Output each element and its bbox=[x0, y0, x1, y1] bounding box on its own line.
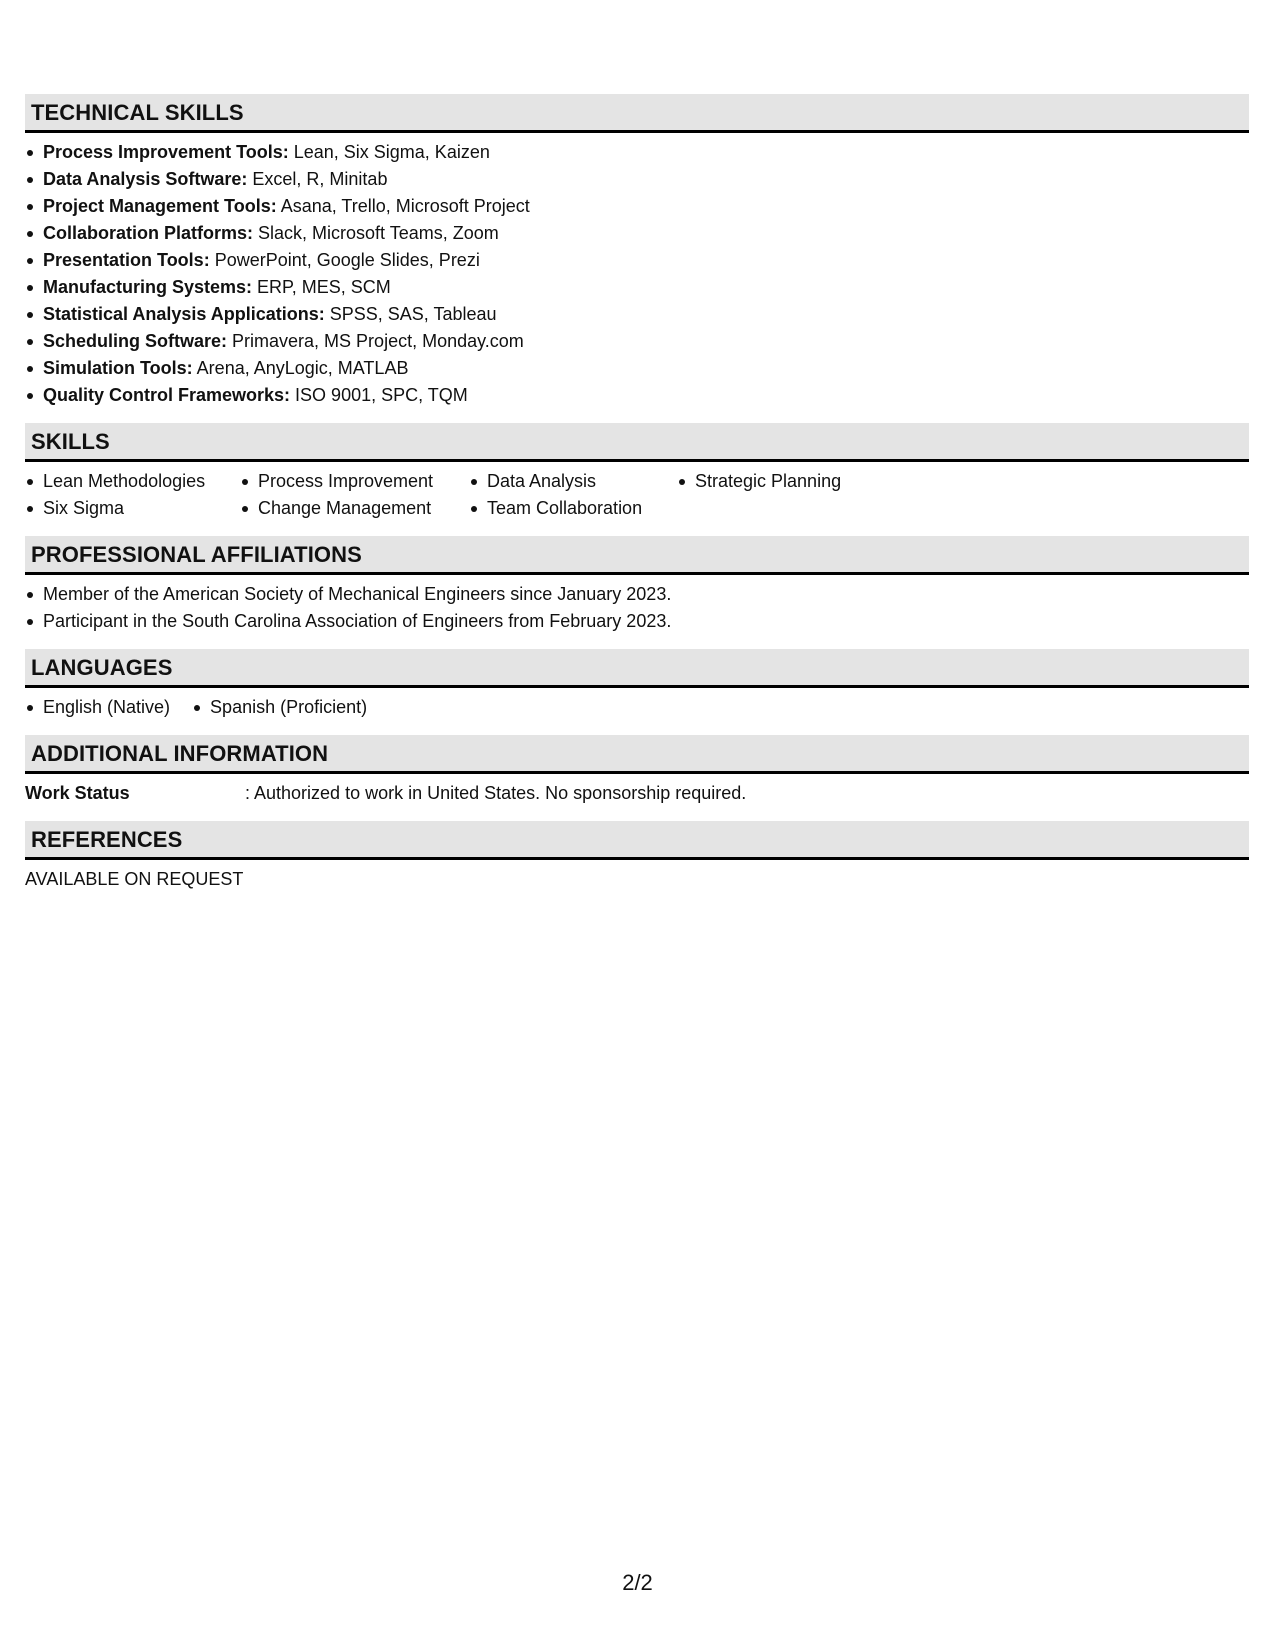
technical-skill-label: Process Improvement Tools: bbox=[43, 142, 289, 162]
resume-page bbox=[25, 94, 1249, 907]
technical-skill-value: SPSS, SAS, Tableau bbox=[324, 304, 497, 324]
skill-item: Change Management bbox=[240, 495, 469, 522]
affiliations-section bbox=[25, 536, 1249, 635]
languages-section bbox=[25, 649, 1249, 721]
technical-skill-item bbox=[25, 301, 1249, 328]
languages-heading: LANGUAGES bbox=[25, 649, 1249, 688]
technical-skill-label: Project Management Tools: bbox=[43, 196, 277, 216]
skill-item: Process Improvement bbox=[240, 468, 469, 495]
technical-skill-label: Manufacturing Systems: bbox=[43, 277, 253, 297]
skill-item: Data Analysis bbox=[469, 468, 677, 495]
technical-skill-value: PowerPoint, Google Slides, Prezi bbox=[209, 250, 480, 270]
languages-list bbox=[25, 694, 1249, 721]
technical-skills-body bbox=[25, 133, 1249, 409]
technical-skill-value: Asana, Trello, Microsoft Project bbox=[276, 196, 530, 216]
affiliation-item: Participant in the South Carolina Association of Engineers from February 2023. bbox=[25, 608, 1249, 635]
technical-skills-list bbox=[25, 139, 1249, 409]
technical-skill-item bbox=[25, 328, 1249, 355]
skill-item: Team Collaboration bbox=[469, 495, 677, 522]
technical-skill-item bbox=[25, 247, 1249, 274]
technical-skills-section bbox=[25, 94, 1249, 409]
technical-skill-value: Arena, AnyLogic, MATLAB bbox=[192, 358, 409, 378]
references-text: AVAILABLE ON REQUEST bbox=[25, 869, 244, 889]
technical-skill-item bbox=[25, 220, 1249, 247]
technical-skill-label: Scheduling Software: bbox=[43, 331, 228, 351]
technical-skill-item bbox=[25, 274, 1249, 301]
work-status-value: : Authorized to work in United States. No sponsorship required. bbox=[245, 783, 747, 803]
technical-skill-value: Slack, Microsoft Teams, Zoom bbox=[253, 223, 499, 243]
technical-skill-label: Data Analysis Software: bbox=[43, 169, 248, 189]
work-status-row bbox=[25, 780, 1249, 807]
skill-item: Six Sigma bbox=[25, 495, 240, 522]
technical-skill-item bbox=[25, 193, 1249, 220]
technical-skill-label: Statistical Analysis Applications: bbox=[43, 304, 325, 324]
references-heading: REFERENCES bbox=[25, 821, 1249, 860]
technical-skill-label: Collaboration Platforms: bbox=[43, 223, 254, 243]
technical-skill-label: Simulation Tools: bbox=[43, 358, 193, 378]
technical-skill-item bbox=[25, 382, 1249, 409]
technical-skill-value: ERP, MES, SCM bbox=[252, 277, 391, 297]
technical-skill-value: ISO 9001, SPC, TQM bbox=[290, 385, 468, 405]
languages-body bbox=[25, 688, 1249, 721]
technical-skills-heading: TECHNICAL SKILLS bbox=[25, 94, 1249, 133]
technical-skill-item bbox=[25, 166, 1249, 193]
technical-skill-label: Presentation Tools: bbox=[43, 250, 210, 270]
technical-skill-value: Lean, Six Sigma, Kaizen bbox=[288, 142, 490, 162]
language-item: Spanish (Proficient) bbox=[192, 694, 367, 721]
skills-section bbox=[25, 423, 1249, 522]
additional-info-section bbox=[25, 735, 1249, 807]
affiliations-list bbox=[25, 581, 1249, 635]
skills-column bbox=[240, 468, 469, 522]
skill-item: Strategic Planning bbox=[677, 468, 877, 495]
skills-column bbox=[677, 468, 877, 522]
language-item: English (Native) bbox=[25, 694, 170, 721]
skills-column bbox=[469, 468, 677, 522]
technical-skill-value: Primavera, MS Project, Monday.com bbox=[227, 331, 524, 351]
references-section bbox=[25, 821, 1249, 893]
technical-skill-item bbox=[25, 355, 1249, 382]
skill-item: Lean Methodologies bbox=[25, 468, 240, 495]
additional-info-heading: ADDITIONAL INFORMATION bbox=[25, 735, 1249, 774]
skills-heading: SKILLS bbox=[25, 423, 1249, 462]
affiliations-body bbox=[25, 575, 1249, 635]
affiliation-item: Member of the American Society of Mechanical Engineers since January 2023. bbox=[25, 581, 1249, 608]
skills-grid bbox=[25, 462, 1249, 522]
skills-column bbox=[25, 468, 240, 522]
work-status-label: Work Status bbox=[25, 783, 130, 803]
page-number: 2/2 bbox=[622, 1570, 653, 1595]
technical-skill-value: Excel, R, Minitab bbox=[247, 169, 388, 189]
technical-skill-label: Quality Control Frameworks: bbox=[43, 385, 291, 405]
additional-info-body bbox=[25, 774, 1249, 807]
technical-skill-item bbox=[25, 139, 1249, 166]
affiliations-heading: PROFESSIONAL AFFILIATIONS bbox=[25, 536, 1249, 575]
references-body bbox=[25, 860, 1249, 893]
